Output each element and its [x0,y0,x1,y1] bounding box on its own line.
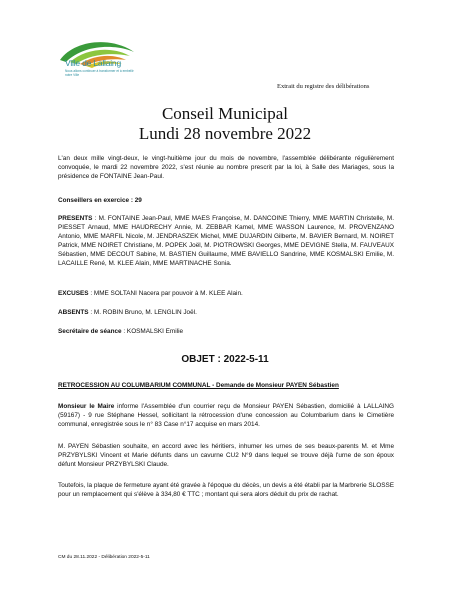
absents-paragraph [58,308,394,317]
intro-paragraph: L'an deux mille vingt-deux, le vingt-huitième jour du mois de novembre, l'assemblée délibérante régulièrement convoquée, le mardi 22 novembre 2022, s'est réunie au nombre prescrit par la loi, à Salle des Mariages, sous la présidence de FONTAINE Jean-Paul. [58,155,394,180]
conseillers-label: Conseillers en exercice : [58,197,135,204]
paragraph-1-text: informe l'Assemblée d'un courrier reçu de Monsieur PAYEN Sébastien, domicilié à LALLAING (59167) - 9 rue Stéphane Hessel, sollicitant la rétrocession d'une concession au Columbarium dans le Cimetière communal, enregistrée sous le n° 83 Case n°17 acquise en mars 2014. [58,403,395,428]
paragraph-3: Toutefois, la plaque de fermeture ayant été gravée à l'époque du décès, un devis a été établi par la Marbrerie SLOSSE pour un remplacement qui s'élève à 334,80 € TTC ; montant qui sera alors déduit du prix de rachat. [58,482,394,498]
paragraph-1-lead: Monsieur le Maire [58,403,115,410]
subject-line: RETROCESSION AU COLUMBARIUM COMMUNAL - Demande de Monsieur PAYEN Sébastien [58,382,339,389]
presents-paragraph [58,214,394,268]
paragraph-1 [58,402,394,429]
presents-text: : M. FONTAINE Jean-Paul, MME MAES Françoise, M. DANCOINE Thierry, MME MARTIN Christelle, M. PIESSET Arnaud, MME HAUDRECHY Annie, M. ZEBBAR Kamel, MME WASSON Laurence, M. PROVENZANO Antonio, MME MARFIL Nicole, M. JENDRASZEK Michel, MME DUJARDIN Gilberte, M. BAVIER Bernard, M. NOIRET Patrick, MME NOIRET Christiane, M. POPEK Joël, M. PIOTROWSKI Georges, MME DEVIGNE Stella, M. FAUVEAUX Sébastien, MME DECOUT Sabine, M. BASTIEN Guillaume, MME BAVIELLO Sandrine, MME KOSMALSKI Emilie, M. LACAILLE René, M. KLEE Alain, MME MARTINACHE Sonia. [58,215,394,267]
page-date: Lundi 28 novembre 2022 [138,124,312,143]
excuses-label: EXCUSES [58,290,89,297]
secretaire-paragraph [58,327,394,336]
absents-label: ABSENTS [58,309,89,316]
paragraph-2: M. PAYEN Sébastien souhaite, en accord avec les héritiers, inhumer les urnes de ses beaux-parents M. et Mme PRZYBYLSKI Vincent et Marie défunts dans un cavurne CU2 N°9 dans lequel se trouve déjà l'urne de son époux défunt Monsieur PRZYBYLSKI Claude. [58,443,394,468]
secretaire-label: Secrétaire de séance [58,328,122,335]
extrait-label: Extrait du registre des délibérations [277,83,370,90]
conseillers-value: 29 [134,197,142,204]
page-footer: CM du 28.11.2022 - Délibération 2022-5-11 [58,555,150,560]
presents-label: PRESENTS [58,215,93,222]
absents-text: : M. ROBIN Bruno, M. LENGLIN Joël. [88,309,197,316]
conseillers-line [58,196,394,205]
objet-heading: OBJET : 2022-5-11 [181,354,269,365]
logo-subtitle: Nous allons continuer à transformer et à embellir notre Ville [65,69,134,77]
secretaire-text: : KOSMALSKI Emilie [121,328,184,335]
page-title: Conseil Municipal [161,104,289,123]
excuses-text: : MME SOLTANI Nacera par pouvoir à M. KLEE Alain. [88,290,243,297]
logo-name: Ville de Lallaing [65,58,121,68]
excuses-paragraph [58,289,394,298]
